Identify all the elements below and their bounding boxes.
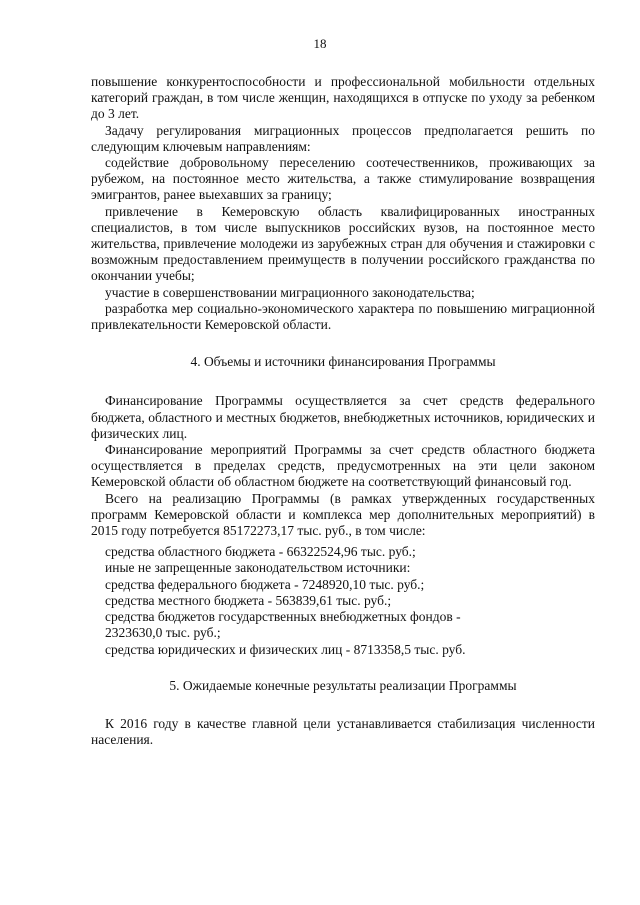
paragraph: повышение конкурентоспособности и профессиональной мобильности отдельных категорий граждан, в том числе женщин, находящихся в отпуске по уходу за ребенком до 3 лет.	[91, 74, 595, 122]
paragraph: участие в совершенствовании миграционного законодательства;	[105, 284, 475, 300]
funding-item-regional: средства областного бюджета - 66322524,96 тыс. руб.;	[105, 544, 416, 560]
funding-item-local: средства местного бюджета - 563839,61 тыс. руб.;	[105, 592, 392, 608]
paragraph: Всего на реализацию Программы (в рамках утвержденных государственных программ Кемеровской области и комплекса мер дополнительных мероприятий) в 2015 году потребуется 85172273,17 тыс. руб., в том числе:	[91, 490, 595, 539]
section-4-heading: 4. Объемы и источники финансирования Программы	[190, 354, 496, 370]
funding-item-other-sources: иные не запрещенные законодательством источники:	[105, 560, 411, 576]
funding-item-extrabudget-amount: 2323630,0 тыс. руб.;	[105, 625, 221, 641]
document-body	[91, 74, 595, 748]
paragraph: содействие добровольному переселению соотечественников, проживающих за рубежом, на постоянное место жительства, а также стимулирование возвращения эмигрантов, ранее выехавших за границу;	[91, 155, 595, 203]
paragraph: К 2016 году в качестве главной цели устанавливается стабилизация численности населения.	[91, 715, 595, 748]
funding-item-federal: средства федерального бюджета - 7248920,10 тыс. руб.;	[105, 576, 425, 592]
paragraph: Задачу регулирования миграционных процессов предполагается решить по следующим ключевым направлениям:	[91, 122, 595, 154]
paragraph: привлечение в Кемеровскую область квалифицированных иностранных специалистов, в том числе выпускников российских вузов, на постоянное место жительства, привлечение молодежи из зарубежных стран для обучения и стажировки с возможным предоставлением преимуществ в получении российского гражданства по окончании учебы;	[91, 203, 595, 284]
funding-item-extrabudget: средства бюджетов государственных внебюджетных фондов -	[105, 609, 461, 625]
paragraph: Финансирование мероприятий Программы за счет средств областного бюджета осуществляется в пределах средств, предусмотренных на эти цели законом Кемеровской области об областном бюджете на соответствующий финансовый год.	[91, 442, 595, 490]
paragraph: разработка мер социально-экономического характера по повышению миграционной привлекательности Кемеровской области.	[91, 300, 595, 333]
section-5-heading: 5. Ожидаемые конечные результаты реализации Программы	[169, 677, 517, 693]
paragraph: Финансирование Программы осуществляется за счет средств федерального бюджета, областного и местных бюджетов, внебюджетных источников, юридических и физических лиц.	[91, 393, 595, 441]
page-number: 18	[313, 36, 327, 51]
funding-item-legal-persons: средства юридических и физических лиц - 8713358,5 тыс. руб.	[105, 641, 466, 657]
